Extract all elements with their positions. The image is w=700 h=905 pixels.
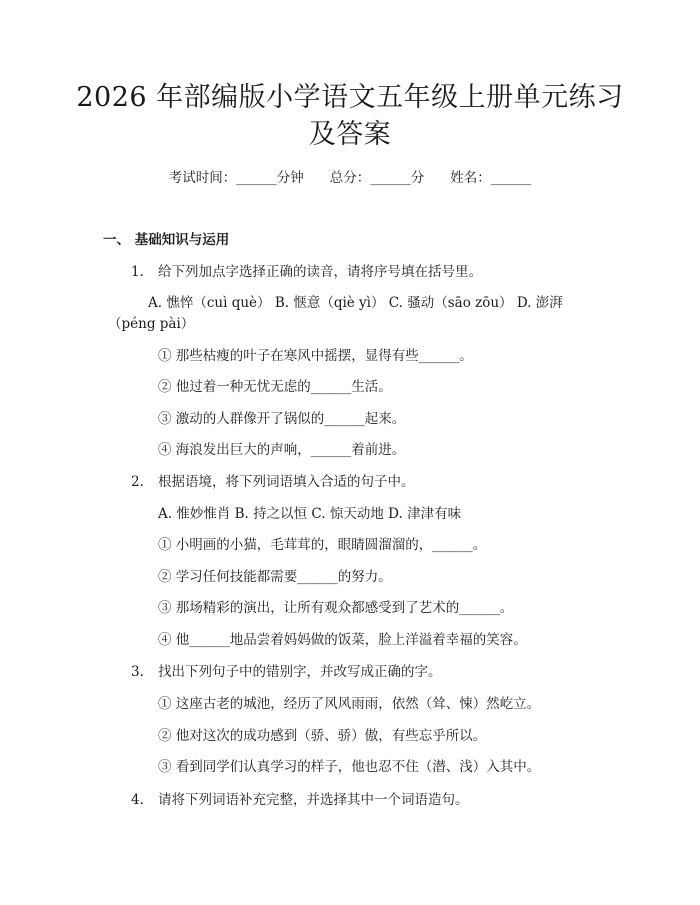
q1-options-line2: （péng pài） xyxy=(108,316,195,332)
question-prompt: 根据语境，将下列词语填入合适的句子中。 xyxy=(158,474,415,490)
question-number: 2. xyxy=(131,474,144,490)
question-number: 3. xyxy=(131,664,144,680)
q1-item: ② 他过着一种无忧无虑的______生活。 xyxy=(158,379,392,395)
question-prompt: 找出下列句子中的错别字，并改写成正确的字。 xyxy=(158,664,442,680)
exam-name: 姓名：______ xyxy=(450,170,532,186)
exam-time: 考试时间：______分钟 xyxy=(168,170,304,186)
q2-item: ② 学习任何技能都需要______的努力。 xyxy=(158,569,392,585)
question-2 xyxy=(131,472,415,492)
question-prompt: 给下列加点字选择正确的读音，请将序号填在括号里。 xyxy=(158,264,482,280)
q2-item: ① 小明画的小猫，毛茸茸的，眼睛圆溜溜的，______。 xyxy=(158,537,487,553)
exam-info xyxy=(0,168,700,188)
q3-item: ③ 看到同学们认真学习的样子，他也忍不住（潜、浅）入其中。 xyxy=(158,759,541,775)
question-number: 1. xyxy=(131,264,144,280)
q2-item: ④ 他______地品尝着妈妈做的饭菜，脸上洋溢着幸福的笑容。 xyxy=(158,632,527,648)
q1-item: ③ 激动的人群像开了锅似的______起来。 xyxy=(158,411,406,427)
document-title-line1: 2026 年部编版小学语文五年级上册单元练习 xyxy=(76,82,624,113)
q2-item: ③ 那场精彩的演出，让所有观众都感受到了艺术的______。 xyxy=(158,600,514,616)
question-1 xyxy=(131,262,482,282)
q1-item: ① 那些枯瘦的叶子在寒风中摇摆，显得有些______。 xyxy=(158,348,473,364)
q3-item: ① 这座古老的城池，经历了风风雨雨，依然（耸、悚）然屹立。 xyxy=(158,696,541,712)
q2-options: A. 惟妙惟肖 B. 持之以恒 C. 惊天动地 D. 津津有味 xyxy=(158,506,462,522)
question-number: 4. xyxy=(131,792,144,808)
section-heading: 一、 基础知识与运用 xyxy=(103,232,230,248)
question-prompt: 请将下列词语补充完整，并选择其中一个词语造句。 xyxy=(158,792,469,808)
document-title-line2: 及答案 xyxy=(308,119,392,150)
exam-score: 总分：______分 xyxy=(329,170,425,186)
q1-options-line1: A. 憔悴（cuì què） B. 惬意（qiè yì） C. 骚动（sāo zōu） D. 澎湃 xyxy=(148,295,563,311)
q3-item: ② 他对这次的成功感到（骄、骄）傲，有些忘乎所以。 xyxy=(158,728,487,744)
question-3 xyxy=(131,662,442,682)
question-4 xyxy=(131,790,469,810)
q1-item: ④ 海浪发出巨大的声响，______着前进。 xyxy=(158,442,406,458)
